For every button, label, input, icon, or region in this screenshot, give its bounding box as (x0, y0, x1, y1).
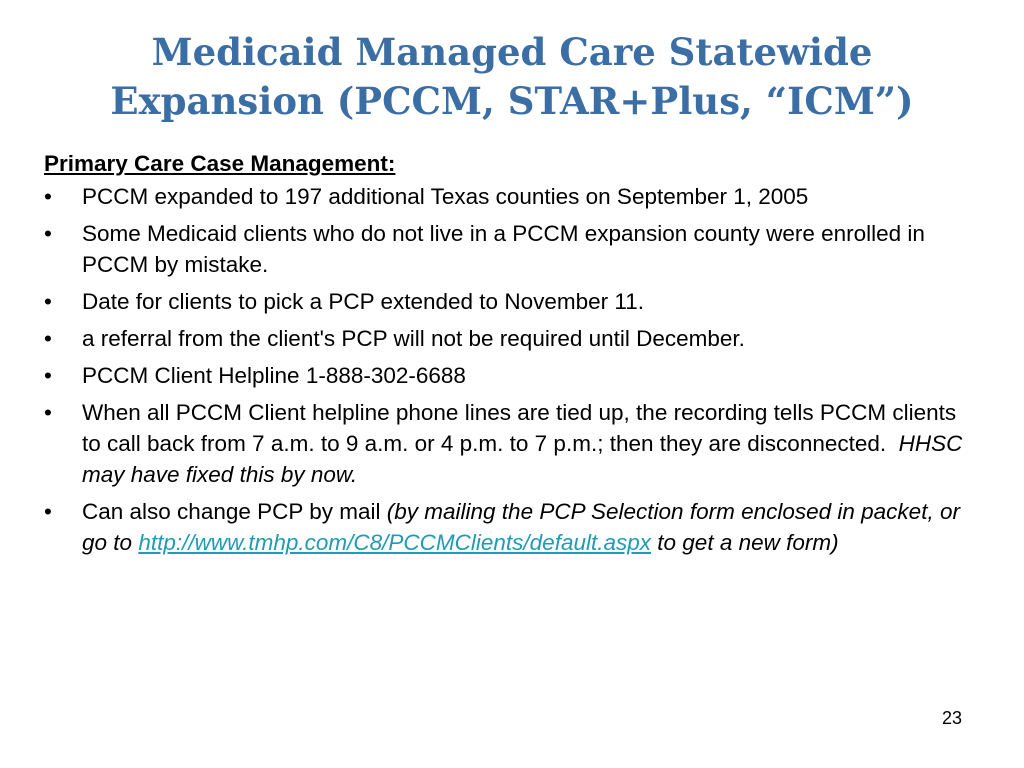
bullet-icon: • (44, 326, 52, 351)
bullet-text: Date for clients to pick a PCP extended to November 11. (82, 289, 644, 314)
list-item (44, 218, 980, 280)
bullet-text: a referral from the client's PCP will not be required until December. (82, 326, 745, 351)
bullet-icon: • (44, 499, 52, 524)
title-line-1: Medicaid Managed Care Statewide (151, 30, 873, 74)
list-item (44, 397, 980, 490)
bullet-icon: • (44, 221, 52, 246)
list-item (44, 181, 980, 212)
slide-title (0, 28, 1024, 126)
title-line-2: Expansion (PCCM, STAR+Plus, “ICM”) (110, 79, 914, 123)
bullet-text: PCCM Client Helpline 1-888-302-6688 (82, 363, 466, 388)
bullet-icon: • (44, 184, 52, 209)
bullet-icon: • (44, 400, 52, 425)
section-heading: Primary Care Case Management: (44, 151, 396, 176)
bullet-text: Some Medicaid clients who do not live in a PCCM expansion county were enrolled in PCCM by mistake. (82, 221, 925, 277)
page-number: 23 (941, 708, 962, 728)
slide-body (44, 148, 980, 564)
bullet-text: Can also change PCP by mail (82, 499, 381, 524)
bullet-icon: • (44, 289, 52, 314)
bullet-icon: • (44, 363, 52, 388)
list-item (44, 496, 980, 558)
list-item (44, 323, 980, 354)
bullet-text: PCCM expanded to 197 additional Texas counties on September 1, 2005 (82, 184, 809, 209)
pccm-clients-link[interactable]: http://www.tmhp.com/C8/PCCMClients/default.aspx (138, 530, 652, 555)
list-item (44, 360, 980, 391)
bullet-italic-note: (by mailing the PCP Selection form enclosed in packet, or go to (82, 499, 960, 555)
bullet-italic-note: to get a new form) (657, 530, 839, 555)
bullet-italic-note: HHSC may have fixed this by now. (82, 431, 963, 487)
list-item (44, 286, 980, 317)
bullet-text: When all PCCM Client helpline phone lines are tied up, the recording tells PCCM clients to call back from 7 a.m. to 9 a.m. or 4 p.m. to 7 p.m.; then they are disconnected. (82, 400, 957, 456)
bullet-list (44, 181, 980, 558)
